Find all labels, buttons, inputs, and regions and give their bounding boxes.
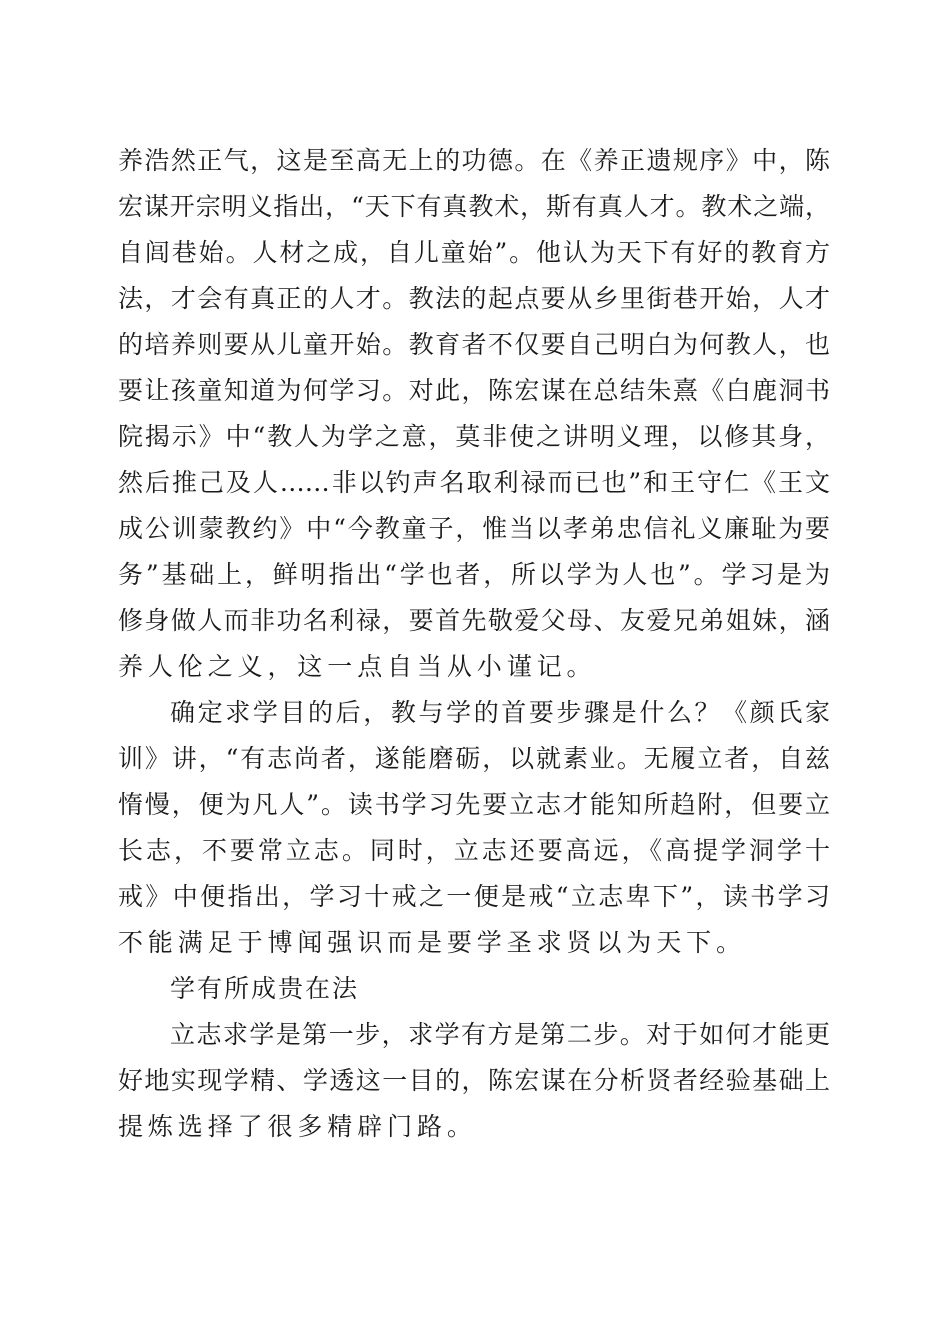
text-line: 长志，不要常立志。同时，立志还要高远，《高提学洞学十 (118, 836, 830, 865)
document-body (118, 138, 830, 1150)
text-line: 修身做人而非功名利禄，要首先敬爱父母、友爱兄弟姐妹，涵 (118, 606, 830, 635)
text-line: 的培养则要从儿童开始。教育者不仅要自己明白为何教人，也 (118, 330, 830, 359)
text-line: 戒》中便指出，学习十戒之一便是戒“立志卑下”，读书学习 (118, 882, 830, 911)
text-line: 要让孩童知道为何学习。对此，陈宏谋在总结朱熹《白鹿洞书 (118, 376, 830, 405)
text-line: 养人伦之义，这一点自当从小谨记。 (118, 652, 597, 681)
text-line: 法，才会有真正的人才。教法的起点要从乡里街巷开始，人才 (118, 284, 830, 313)
text-line: 宏谋开宗明义指出，“天下有真教术，斯有真人才。教术之端， (118, 192, 830, 221)
text-line: 确定求学目的后，教与学的首要步骤是什么？《颜氏家 (170, 698, 830, 727)
text-line: 养浩然正气，这是至高无上的功德。在《养正遗规序》中，陈 (118, 146, 830, 175)
text-line: 自闾巷始。人材之成，自儿童始”。他认为天下有好的教育方 (118, 238, 830, 267)
text-line: 然后推己及人……非以钓声名取利禄而已也”和王守仁《王文 (118, 468, 830, 497)
text-line: 好地实现学精、学透这一目的，陈宏谋在分析贤者经验基础上 (118, 1066, 830, 1095)
text-line: 惰慢，便为凡人”。读书学习先要立志才能知所趋附，但要立 (118, 790, 830, 819)
text-line: 务”基础上，鲜明指出“学也者，所以学为人也”。学习是为 (118, 560, 830, 589)
text-line: 立志求学是第一步，求学有方是第二步。对于如何才能更 (170, 1020, 830, 1049)
text-line: 不能满足于博闻强识而是要学圣求贤以为天下。 (118, 928, 746, 957)
text-line: 提炼选择了很多精辟门路。 (118, 1112, 477, 1141)
section-heading: 学有所成贵在法 (170, 974, 360, 1003)
text-line: 成公训蒙教约》中“今教童子，惟当以孝弟忠信礼义廉耻为要 (118, 514, 830, 543)
text-line: 院揭示》中“教人为学之意，莫非使之讲明义理，以修其身， (118, 422, 830, 451)
text-line: 训》讲，“有志尚者，遂能磨砺，以就素业。无履立者，自兹 (118, 744, 830, 773)
